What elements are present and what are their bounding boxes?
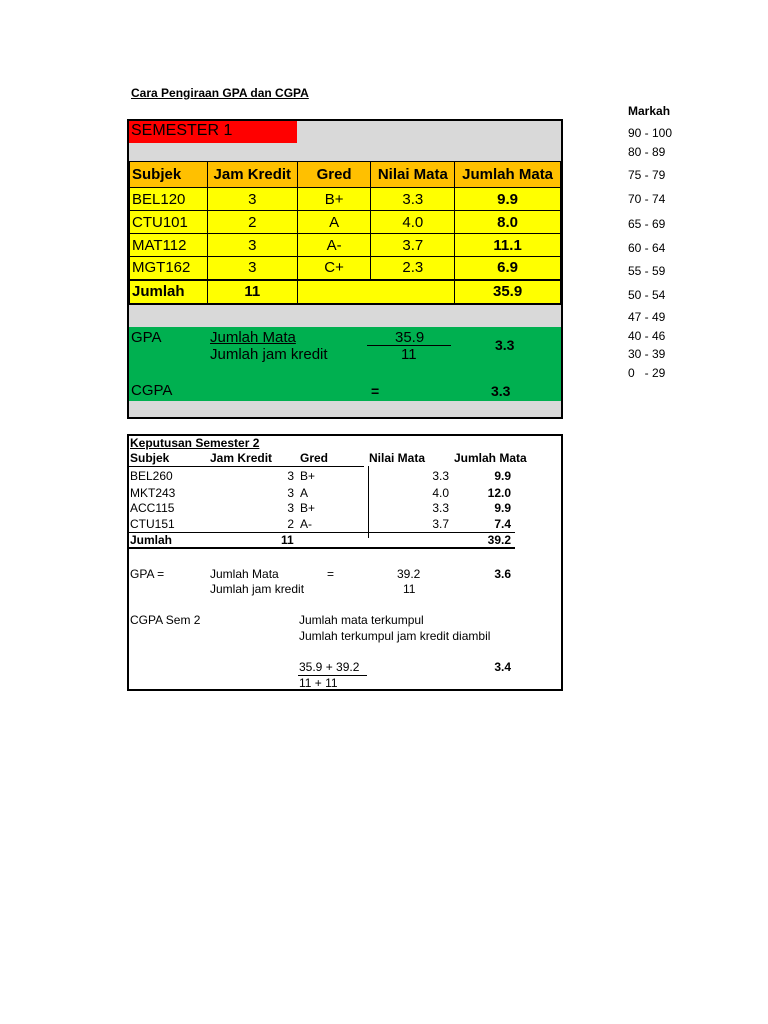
table-header-row — [130, 162, 561, 188]
s2-cgpa-line1: Jumlah mata terkumpul — [299, 613, 424, 627]
s2-header-jam-kredit: Jam Kredit — [210, 451, 273, 465]
cell-gred: A- — [297, 234, 371, 257]
s2-cell-nilai-mata: 3.7 — [432, 517, 449, 531]
s2-header-subjek: Subjek — [130, 451, 170, 465]
gpa-label: GPA — [131, 329, 162, 346]
s2-cell-gred: B+ — [300, 469, 316, 483]
total-label: Jumlah — [130, 280, 208, 304]
header-gred: Gred — [297, 162, 371, 188]
s2-cell-jumlah-mata: 9.9 — [494, 501, 511, 515]
legend-range: 40 - 46 — [628, 329, 666, 343]
cell-nilai-mata: 3.7 — [371, 234, 455, 257]
cell-jam-kredit: 3 — [207, 257, 297, 280]
cell-gred: A — [297, 211, 371, 234]
s2-gpa-result: 3.6 — [494, 567, 511, 581]
table-row — [130, 188, 561, 211]
s2-cell-jumlah-mata: 7.4 — [494, 517, 511, 531]
s2-gpa-numerator-value: 39.2 — [397, 567, 421, 581]
s2-cgpa-result: 3.4 — [494, 660, 511, 674]
cell-jam-kredit: 3 — [207, 188, 297, 211]
semester-1-title-row — [129, 121, 561, 161]
legend-range: 70 - 74 — [628, 192, 666, 206]
s2-cell-gred: A- — [300, 517, 312, 531]
semester-2-panel — [127, 434, 563, 691]
s2-header-underline — [129, 466, 364, 467]
s2-gpa-equals: = — [327, 567, 335, 581]
cell-jumlah-mata: 6.9 — [455, 257, 561, 280]
legend-range: 60 - 64 — [628, 241, 666, 255]
cell-subjek: CTU101 — [130, 211, 208, 234]
page-title: Cara Pengiraan GPA dan CGPA — [131, 86, 309, 100]
gpa-panel — [129, 327, 561, 401]
legend-range: 50 - 54 — [628, 288, 666, 302]
cell-jumlah-mata: 11.1 — [455, 234, 561, 257]
semester-2-title: Keputusan Semester 2 — [130, 436, 260, 450]
table-row — [130, 211, 561, 234]
s2-total-bottom-line — [129, 547, 515, 549]
cgpa-label: CGPA — [131, 382, 173, 399]
s2-cell-nilai-mata: 3.3 — [432, 469, 449, 483]
legend-range: 47 - 49 — [628, 310, 666, 324]
header-jumlah-mata: Jumlah Mata — [455, 162, 561, 188]
s2-cgpa-label: CGPA Sem 2 — [130, 613, 201, 627]
cgpa-equals: = — [371, 383, 380, 399]
total-blank — [297, 280, 455, 304]
s2-cgpa-denominator: 11 + 11 — [299, 676, 338, 690]
legend-range: 55 - 59 — [628, 264, 666, 278]
s2-cell-jumlah-mata: 12.0 — [487, 486, 511, 500]
s2-cell-jam-kredit: 2 — [287, 517, 294, 531]
gpa-numerator-value: 35.9 — [395, 329, 425, 346]
legend-range: 80 - 89 — [628, 145, 666, 159]
s2-header-gred: Gred — [300, 451, 329, 465]
s2-cell-jam-kredit: 3 — [287, 486, 294, 500]
s2-total-label: Jumlah — [130, 533, 173, 547]
total-credit: 11 — [207, 280, 297, 304]
cell-nilai-mata: 4.0 — [371, 211, 455, 234]
table-row — [130, 234, 561, 257]
semester-1-badge — [129, 121, 297, 143]
s2-cgpa-line2: Jumlah terkumpul jam kredit diambil — [299, 629, 491, 643]
s2-header-jumlah-mata: Jumlah Mata — [454, 451, 527, 465]
cell-subjek: MAT112 — [130, 234, 208, 257]
gpa-numerator-label: Jumlah Mata — [210, 329, 296, 346]
gpa-denominator-value: 11 — [401, 346, 417, 363]
legend-range: 65 - 69 — [628, 217, 666, 231]
header-nilai-mata: Nilai Mata — [371, 162, 455, 188]
s2-cell-subjek: BEL260 — [130, 469, 173, 483]
legend-range: 90 - 100 — [628, 126, 673, 140]
s2-cell-nilai-mata: 3.3 — [432, 501, 449, 515]
total-row — [130, 280, 561, 304]
cell-subjek: MGT162 — [130, 257, 208, 280]
s2-gpa-denominator-label: Jumlah jam kredit — [210, 582, 305, 596]
cell-jam-kredit: 2 — [207, 211, 297, 234]
s2-cell-jam-kredit: 3 — [287, 469, 294, 483]
total-points: 35.9 — [455, 280, 561, 304]
header-subjek: Subjek — [130, 162, 208, 188]
cell-gred: B+ — [297, 188, 371, 211]
cell-nilai-mata: 2.3 — [371, 257, 455, 280]
s2-header-nilai-mata: Nilai Mata — [369, 451, 426, 465]
cell-nilai-mata: 3.3 — [371, 188, 455, 211]
s2-total-top-line — [129, 532, 515, 533]
s2-cell-subjek: ACC115 — [130, 501, 175, 515]
cgpa-result: 3.3 — [491, 383, 511, 399]
semester-1-label: SEMESTER 1 — [131, 122, 233, 139]
s2-gpa-denominator-value: 11 — [403, 582, 416, 596]
cell-jam-kredit: 3 — [207, 234, 297, 257]
gpa-denominator-label: Jumlah jam kredit — [210, 346, 328, 363]
s2-cgpa-numerator: 35.9 + 39.2 — [299, 660, 360, 674]
s2-total-points: 39.2 — [487, 533, 511, 547]
semester-1-table — [129, 161, 561, 305]
legend-title: Markah — [628, 104, 671, 118]
s2-gpa-numerator-label: Jumlah Mata — [210, 567, 279, 581]
cell-jumlah-mata: 8.0 — [455, 211, 561, 234]
s2-cell-subjek: MKT243 — [130, 486, 176, 500]
s2-cell-gred: A — [300, 486, 309, 500]
s2-cell-jumlah-mata: 9.9 — [494, 469, 511, 483]
s2-column-divider — [368, 466, 369, 538]
s2-cell-gred: B+ — [300, 501, 316, 515]
s2-cell-jam-kredit: 3 — [287, 501, 294, 515]
s2-total-credit: 11 — [281, 533, 294, 547]
table-row — [130, 257, 561, 280]
legend-range: 30 - 39 — [628, 347, 666, 361]
cell-jumlah-mata: 9.9 — [455, 188, 561, 211]
gpa-result: 3.3 — [495, 337, 515, 353]
s2-cell-nilai-mata: 4.0 — [432, 486, 449, 500]
s2-gpa-label: GPA = — [130, 567, 165, 581]
header-jam-kredit: Jam Kredit — [207, 162, 297, 188]
legend-range: 0 - 29 — [628, 366, 666, 380]
cell-gred: C+ — [297, 257, 371, 280]
legend-range: 75 - 79 — [628, 168, 666, 182]
cell-subjek: BEL120 — [130, 188, 208, 211]
semester-1-panel — [127, 119, 563, 419]
s2-cell-subjek: CTU151 — [130, 517, 175, 531]
